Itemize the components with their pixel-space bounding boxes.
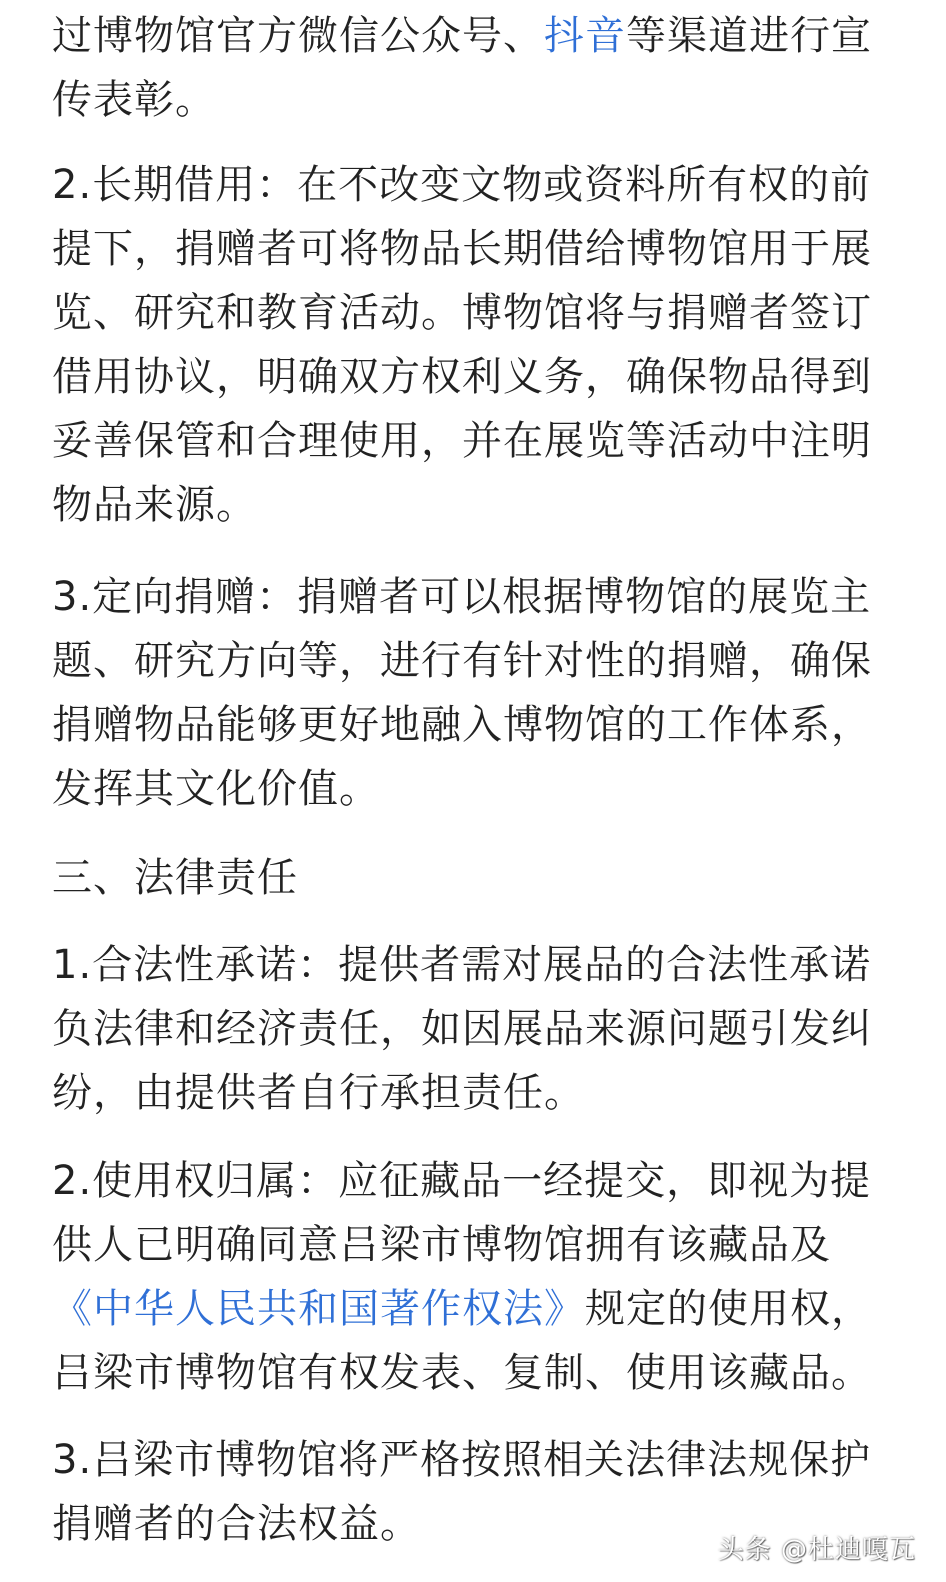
- paragraph-text: 2.使用权归属：应征藏品一经提交，即视为提供人已明确同意吕梁市博物馆拥有该藏品及: [52, 1158, 872, 1268]
- paragraph-legality-commitment: 1.合法性承诺：提供者需对展品的合法性承诺负法律和经济责任，如因展品来源问题引发纠纷，由提供者自行承担责任。: [52, 942, 872, 1116]
- copyright-law-link[interactable]: 《中华人民共和国著作权法》: [52, 1286, 585, 1332]
- section-heading-legal-responsibility: 三、法律责任: [52, 855, 298, 901]
- paragraph-rights-protection: 3.吕梁市博物馆将严格按照相关法律法规保护捐赠者的合法权益。: [52, 1437, 872, 1547]
- watermark: 头条 @杜迪嘎瓦: [717, 1535, 916, 1565]
- paragraph-long-term-loan: 2.长期借用：在不改变文物或资料所有权的前提下，捐赠者可将物品长期借给博物馆用于展览、研究和教育活动。博物馆将与捐赠者签订借用协议，明确双方权利义务，确保物品得到妥善保管和合理使用，并在展览等活动中注明物品来源。: [52, 162, 872, 528]
- paragraph-publicity: [52, 4, 902, 132]
- paragraph-text: 过博物馆官方微信公众号、: [52, 13, 544, 59]
- douyin-link[interactable]: 抖音: [544, 13, 626, 59]
- paragraph-text: 规定的使用权，吕梁市博物馆有权发表、复制、使用该藏品。: [52, 1286, 872, 1396]
- paragraph-usage-rights: [52, 1149, 902, 1405]
- paragraph-directed-donation: 3.定向捐赠：捐赠者可以根据博物馆的展览主题、研究方向等，进行有针对性的捐赠，确保捐赠物品能够更好地融入博物馆的工作体系，发挥其文化价值。: [52, 574, 872, 812]
- paragraph-text: 等渠道进行宣传表彰。: [52, 13, 872, 123]
